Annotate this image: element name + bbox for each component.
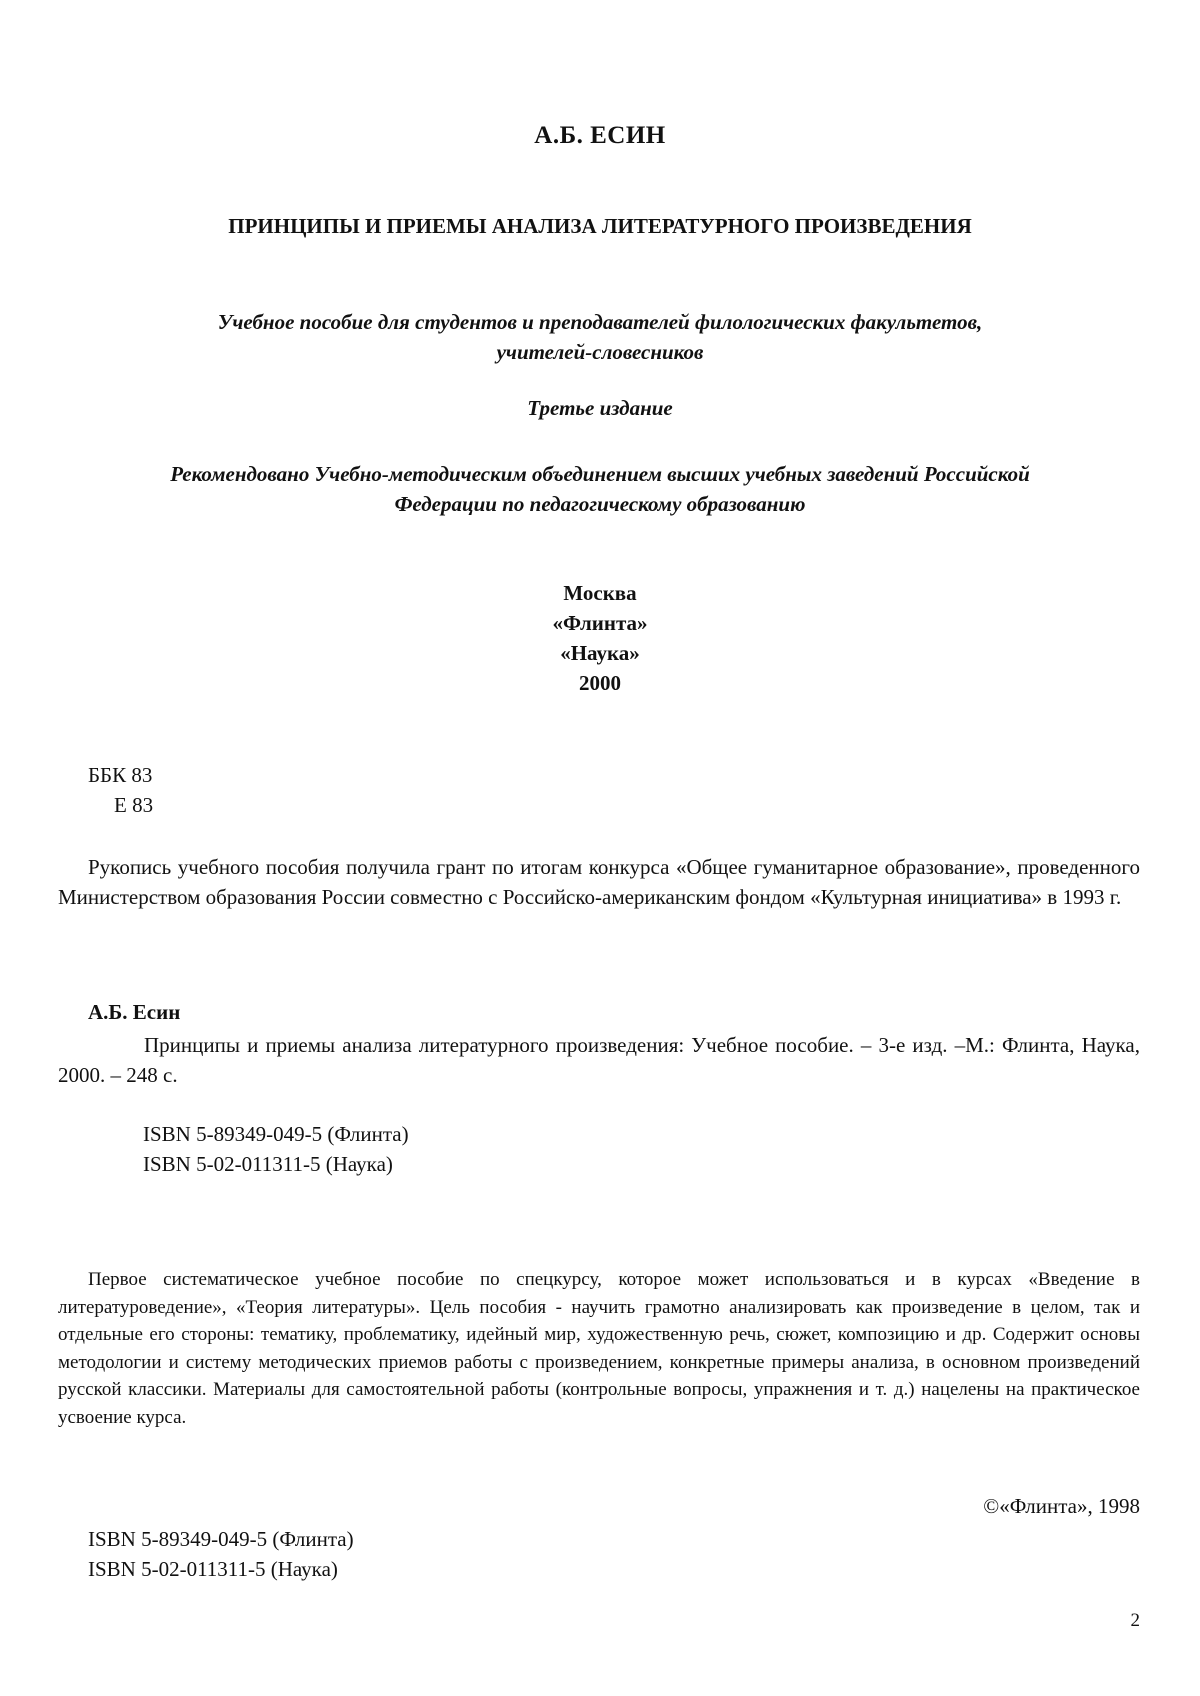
footer-isbn-nauka: ISBN 5-02-011311-5 (Наука) bbox=[88, 1557, 338, 1581]
recommendation bbox=[0, 459, 1200, 519]
bibliographic-description-text: Принципы и приемы анализа литературного произведения: Учебное пособие. – 3-е изд. –М.: Флинта, Наука, 2000. – 248 с. bbox=[58, 1033, 1140, 1087]
book-title: ПРИНЦИПЫ И ПРИЕМЫ АНАЛИЗА ЛИТЕРАТУРНОГО ПРОИЗВЕДЕНИЯ bbox=[228, 214, 972, 238]
isbn-block bbox=[143, 1119, 409, 1179]
bibliographic-description bbox=[58, 1030, 1140, 1090]
isbn-nauka: ISBN 5-02-011311-5 (Наука) bbox=[143, 1152, 393, 1176]
copyright-notice: ©«Флинта», 1998 bbox=[983, 1494, 1140, 1518]
recommendation-line: Рекомендовано Учебно-методическим объединением высших учебных заведений Российской bbox=[170, 462, 1030, 486]
imprint-block bbox=[0, 578, 1200, 698]
edition-label: Третье издание bbox=[527, 396, 673, 420]
footer-isbn-flinta: ISBN 5-89349-049-5 (Флинта) bbox=[88, 1527, 354, 1551]
isbn-flinta: ISBN 5-89349-049-5 (Флинта) bbox=[143, 1122, 409, 1146]
grant-note bbox=[58, 852, 1140, 912]
annotation-text: Первое систематическое учебное пособие по спецкурсу, которое может использоваться и в курсах «Введение в литературоведение», «Теория литературы». Цель пособия - научить грамотно анализировать как произведение в целом, так и отдельные его стороны: тематику, проблематику, идейный мир, художественную речь, сюжет, композицию и др. Содержит основы методологии и систему методических приемов работы с произведением, конкретные примеры анализа, в основном произведений русской классики. Материалы для самостоятельной работы (контрольные вопросы, упражнения и т. д.) нацелены на практическое усвоение курса. bbox=[58, 1269, 1140, 1428]
subtitle bbox=[0, 307, 1200, 367]
bibliographic-author: А.Б. Есин bbox=[88, 1000, 181, 1024]
imprint-publisher: «Флинта» bbox=[552, 611, 648, 635]
classification-block bbox=[88, 760, 153, 820]
annotation bbox=[58, 1266, 1140, 1431]
subtitle-line: учителей-словесников bbox=[496, 340, 704, 364]
author-mark: Е 83 bbox=[114, 793, 154, 817]
page-number: 2 bbox=[1130, 1610, 1140, 1631]
footer-isbn-block bbox=[88, 1524, 354, 1584]
bbk-code: ББК 83 bbox=[88, 763, 153, 787]
imprint-publisher: «Наука» bbox=[560, 641, 640, 665]
recommendation-line: Федерации по педагогическому образованию bbox=[394, 492, 806, 516]
grant-note-text: Рукопись учебного пособия получила грант по итогам конкурса «Общее гуманитарное образование», проведенного Министерством образования России совместно с Российско-американским фондом «Культурная инициатива» в 1993 г. bbox=[58, 855, 1140, 909]
subtitle-line: Учебное пособие для студентов и преподавателей филологических факультетов, bbox=[217, 310, 983, 334]
imprint-year: 2000 bbox=[579, 671, 621, 695]
author-heading: А.Б. ЕСИН bbox=[534, 122, 666, 149]
imprint-city: Москва bbox=[563, 581, 637, 605]
